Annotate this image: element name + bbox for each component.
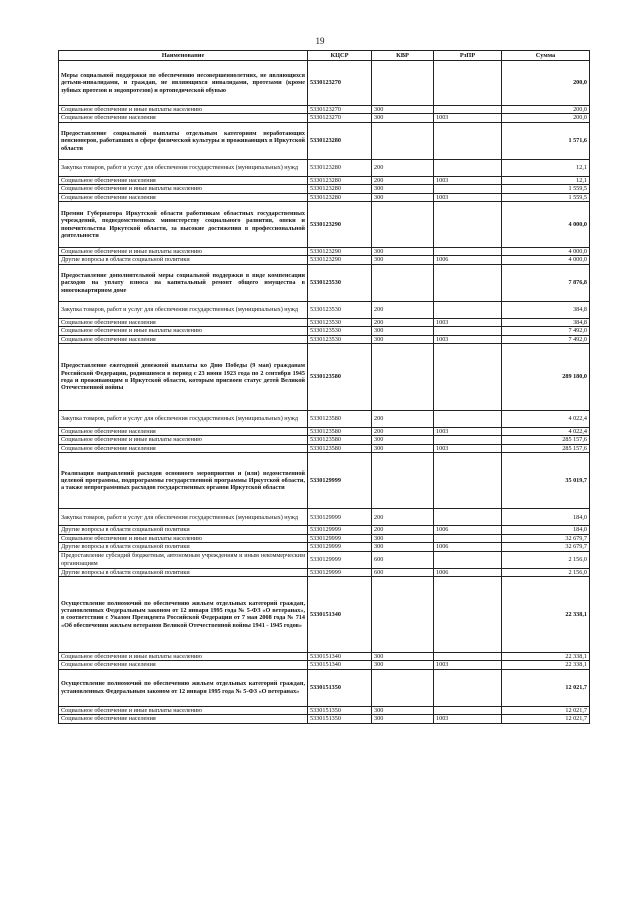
table-row <box>59 202 590 248</box>
row-rzpr-cell <box>434 264 502 301</box>
row-name-cell: Социальное обеспечение и иные выплаты населению <box>59 706 308 714</box>
row-rzpr-cell: 1003 <box>434 335 502 343</box>
row-sum-cell: 32 679,7 <box>502 534 590 542</box>
table-row <box>59 301 590 318</box>
row-sum-cell: 184,0 <box>502 526 590 534</box>
row-kvr-cell <box>372 453 434 509</box>
row-kcsr-cell: 5330123280 <box>308 122 372 159</box>
row-name-cell: Другие вопросы в области социальной политики <box>59 256 308 264</box>
row-kvr-cell: 300 <box>372 534 434 542</box>
table-body <box>59 61 590 724</box>
row-sum-cell: 4 022,4 <box>502 411 590 428</box>
row-rzpr-cell <box>434 344 502 411</box>
row-kvr-cell: 300 <box>372 193 434 201</box>
row-sum-cell: 12,1 <box>502 159 590 176</box>
row-kvr-cell <box>372 202 434 248</box>
row-sum-cell: 12,1 <box>502 176 590 184</box>
row-sum-cell: 7 492,0 <box>502 327 590 335</box>
row-rzpr-cell: 1003 <box>434 715 502 723</box>
row-rzpr-cell <box>434 185 502 193</box>
row-rzpr-cell <box>434 509 502 526</box>
row-sum-cell: 35 019,7 <box>502 453 590 509</box>
row-rzpr-cell: 1003 <box>434 661 502 669</box>
page-number: 19 <box>315 36 325 46</box>
row-kcsr-cell: 5330123530 <box>308 335 372 343</box>
row-name-cell: Закупка товаров, работ и услуг для обеспечения государственных (муниципальных) нужд <box>59 509 308 526</box>
row-kcsr-cell: 5330123580 <box>308 411 372 428</box>
row-name-cell: Премии Губернатора Иркутской области работникам областных государственных учреждений, подведомственных министерству социального развития, опеки и попечительства Иркутской области, за высокие достижения в профессиональной деятельности <box>59 202 308 248</box>
row-kcsr-cell: 5330123530 <box>308 301 372 318</box>
table-row <box>59 453 590 509</box>
row-sum-cell: 4 000,0 <box>502 256 590 264</box>
table-row <box>59 176 590 184</box>
table-row <box>59 411 590 428</box>
row-name-cell: Осуществление полномочий по обеспечению жильем отдельных категорий граждан, установленных Федеральным законом от 12 января 1995 года № 5-ФЗ «О ветеранах» <box>59 669 308 706</box>
row-sum-cell: 7 492,0 <box>502 335 590 343</box>
row-kvr-cell: 600 <box>372 551 434 568</box>
table-row <box>59 248 590 256</box>
row-kcsr-cell: 5330123290 <box>308 248 372 256</box>
row-kcsr-cell: 5330129999 <box>308 543 372 551</box>
row-name-cell: Социальное обеспечение и иные выплаты населению <box>59 106 308 114</box>
row-kcsr-cell: 5330129999 <box>308 534 372 542</box>
row-kcsr-cell: 5330123530 <box>308 327 372 335</box>
table-row <box>59 661 590 669</box>
row-sum-cell: 200,0 <box>502 114 590 122</box>
row-kcsr-cell: 5330123580 <box>308 428 372 436</box>
row-rzpr-cell <box>434 453 502 509</box>
table-row <box>59 652 590 660</box>
row-kcsr-cell: 5330151340 <box>308 661 372 669</box>
row-kcsr-cell: 5330123290 <box>308 202 372 248</box>
row-rzpr-cell <box>434 576 502 652</box>
row-kvr-cell: 300 <box>372 706 434 714</box>
row-rzpr-cell: 1006 <box>434 526 502 534</box>
table-row <box>59 114 590 122</box>
row-name-cell: Социальное обеспечение и иные выплаты населению <box>59 534 308 542</box>
row-rzpr-cell <box>434 411 502 428</box>
table-row <box>59 436 590 444</box>
row-kvr-cell: 300 <box>372 327 434 335</box>
header-kcsr: КЦСР <box>308 51 372 61</box>
row-kcsr-cell: 5330151340 <box>308 652 372 660</box>
row-kcsr-cell: 5330123580 <box>308 344 372 411</box>
row-name-cell: Социальное обеспечение населения <box>59 193 308 201</box>
row-sum-cell: 32 679,7 <box>502 543 590 551</box>
row-name-cell: Предоставление ежегодной денежной выплаты ко Дню Победы (9 мая) гражданам Российской Федерации, родившимся в период с 23 июня 1923 года по 2 сентября 1945 года и проживающим в Иркутской области, которым присвоен статус детей Великой Отечественной войны <box>59 344 308 411</box>
row-rzpr-cell <box>434 652 502 660</box>
row-rzpr-cell <box>434 551 502 568</box>
row-kvr-cell: 300 <box>372 256 434 264</box>
row-name-cell: Социальное обеспечение населения <box>59 114 308 122</box>
row-kvr-cell: 300 <box>372 335 434 343</box>
table-row <box>59 568 590 576</box>
row-sum-cell: 22 338,1 <box>502 576 590 652</box>
row-name-cell: Другие вопросы в области социальной политики <box>59 568 308 576</box>
row-kvr-cell: 200 <box>372 301 434 318</box>
row-sum-cell: 1 559,5 <box>502 185 590 193</box>
row-name-cell: Социальное обеспечение населения <box>59 318 308 326</box>
row-kvr-cell: 200 <box>372 318 434 326</box>
row-kcsr-cell: 5330151350 <box>308 669 372 706</box>
row-name-cell: Меры социальной поддержки по обеспечению несовершеннолетних, не являющихся детьми-инвалидами, и граждан, не являющихся инвалидами, протезами (кроме зубных протезов и эндопротезов) и ортопедической обувью <box>59 61 308 106</box>
row-sum-cell: 2 156,0 <box>502 551 590 568</box>
table-row <box>59 509 590 526</box>
row-rzpr-cell: 1003 <box>434 176 502 184</box>
row-sum-cell: 22 338,1 <box>502 661 590 669</box>
row-sum-cell: 12 021,7 <box>502 669 590 706</box>
row-sum-cell: 1 571,6 <box>502 122 590 159</box>
row-name-cell: Другие вопросы в области социальной политики <box>59 526 308 534</box>
header-name: Наименование <box>59 51 308 61</box>
row-kvr-cell <box>372 264 434 301</box>
header-sum: Сумма <box>502 51 590 61</box>
table-row <box>59 193 590 201</box>
row-name-cell: Закупка товаров, работ и услуг для обеспечения государственных (муниципальных) нужд <box>59 411 308 428</box>
row-rzpr-cell: 1006 <box>434 256 502 264</box>
header-rzpr: РзПР <box>434 51 502 61</box>
table-row <box>59 256 590 264</box>
row-kvr-cell: 300 <box>372 444 434 452</box>
row-kvr-cell: 200 <box>372 176 434 184</box>
row-name-cell: Предоставление дополнительной меры социальной поддержки в виде компенсации расходов на уплату взноса на капитальный ремонт общего имущества в многоквартирном доме <box>59 264 308 301</box>
table-row <box>59 318 590 326</box>
row-rzpr-cell: 1006 <box>434 568 502 576</box>
row-kcsr-cell: 5330123280 <box>308 159 372 176</box>
row-kcsr-cell: 5330123280 <box>308 193 372 201</box>
row-kcsr-cell: 5330123530 <box>308 264 372 301</box>
table-header-row <box>59 51 590 61</box>
table-row <box>59 576 590 652</box>
row-name-cell: Закупка товаров, работ и услуг для обеспечения государственных (муниципальных) нужд <box>59 301 308 318</box>
row-rzpr-cell <box>434 436 502 444</box>
row-kcsr-cell: 5330123270 <box>308 114 372 122</box>
row-sum-cell: 2 156,0 <box>502 568 590 576</box>
row-kvr-cell <box>372 122 434 159</box>
table-row <box>59 543 590 551</box>
row-sum-cell: 12 021,7 <box>502 706 590 714</box>
row-sum-cell: 184,0 <box>502 509 590 526</box>
row-name-cell: Социальное обеспечение и иные выплаты населению <box>59 185 308 193</box>
row-kvr-cell: 300 <box>372 185 434 193</box>
table-row <box>59 327 590 335</box>
row-kcsr-cell: 5330123580 <box>308 436 372 444</box>
row-name-cell: Социальное обеспечение и иные выплаты населению <box>59 652 308 660</box>
row-rzpr-cell: 1003 <box>434 444 502 452</box>
table-row <box>59 264 590 301</box>
row-kvr-cell <box>372 344 434 411</box>
row-kcsr-cell: 5330123290 <box>308 256 372 264</box>
row-rzpr-cell <box>434 669 502 706</box>
row-name-cell: Социальное обеспечение населения <box>59 176 308 184</box>
row-rzpr-cell: 1003 <box>434 193 502 201</box>
row-name-cell: Реализация направлений расходов основного мероприятия и (или) ведомственной целевой программы, подпрограммы государственной программы Иркутской области, а также непрограммных расходов государственных органов Иркутской области <box>59 453 308 509</box>
row-kcsr-cell: 5330151340 <box>308 576 372 652</box>
row-kvr-cell: 200 <box>372 159 434 176</box>
row-sum-cell: 384,8 <box>502 301 590 318</box>
row-sum-cell: 285 157,6 <box>502 436 590 444</box>
row-name-cell: Другие вопросы в области социальной политики <box>59 543 308 551</box>
row-kcsr-cell: 5330129999 <box>308 509 372 526</box>
row-sum-cell: 4 000,0 <box>502 202 590 248</box>
row-rzpr-cell: 1006 <box>434 543 502 551</box>
row-rzpr-cell <box>434 159 502 176</box>
table-row <box>59 159 590 176</box>
row-rzpr-cell: 1003 <box>434 318 502 326</box>
row-kcsr-cell: 5330129999 <box>308 453 372 509</box>
table-row <box>59 706 590 714</box>
row-rzpr-cell <box>434 706 502 714</box>
row-name-cell: Социальное обеспечение населения <box>59 335 308 343</box>
row-name-cell: Социальное обеспечение населения <box>59 444 308 452</box>
row-rzpr-cell <box>434 61 502 106</box>
header-kvr: КВР <box>372 51 434 61</box>
row-name-cell: Предоставление социальной выплаты отдельным категориям неработающих пенсионеров, работавших в сфере физической культуры и проживающих в Иркутской области <box>59 122 308 159</box>
table-row <box>59 551 590 568</box>
row-sum-cell: 22 338,1 <box>502 652 590 660</box>
row-name-cell: Социальное обеспечение и иные выплаты населению <box>59 248 308 256</box>
row-kvr-cell <box>372 61 434 106</box>
table-row <box>59 715 590 723</box>
table-row <box>59 669 590 706</box>
row-kcsr-cell: 5330129999 <box>308 551 372 568</box>
row-rzpr-cell <box>434 202 502 248</box>
row-sum-cell: 289 180,0 <box>502 344 590 411</box>
row-kvr-cell: 300 <box>372 114 434 122</box>
row-kvr-cell: 300 <box>372 248 434 256</box>
row-kvr-cell: 300 <box>372 715 434 723</box>
row-sum-cell: 200,0 <box>502 61 590 106</box>
row-kvr-cell <box>372 669 434 706</box>
row-sum-cell: 384,8 <box>502 318 590 326</box>
row-kvr-cell: 300 <box>372 652 434 660</box>
row-rzpr-cell <box>434 106 502 114</box>
row-name-cell: Социальное обеспечение населения <box>59 428 308 436</box>
row-kvr-cell: 300 <box>372 436 434 444</box>
row-kcsr-cell: 5330129999 <box>308 526 372 534</box>
row-kcsr-cell: 5330123270 <box>308 61 372 106</box>
row-sum-cell: 285 157,6 <box>502 444 590 452</box>
row-name-cell: Социальное обеспечение населения <box>59 715 308 723</box>
row-name-cell: Социальное обеспечение и иные выплаты населению <box>59 327 308 335</box>
row-sum-cell: 7 876,8 <box>502 264 590 301</box>
budget-table <box>58 50 590 724</box>
row-rzpr-cell <box>434 534 502 542</box>
row-kvr-cell: 200 <box>372 526 434 534</box>
table-row <box>59 428 590 436</box>
row-kcsr-cell: 5330151350 <box>308 715 372 723</box>
row-rzpr-cell <box>434 327 502 335</box>
row-kvr-cell: 200 <box>372 428 434 436</box>
table-row <box>59 335 590 343</box>
row-kcsr-cell: 5330151350 <box>308 706 372 714</box>
row-sum-cell: 200,0 <box>502 106 590 114</box>
row-kvr-cell: 300 <box>372 106 434 114</box>
row-rzpr-cell <box>434 301 502 318</box>
row-name-cell: Закупка товаров, работ и услуг для обеспечения государственных (муниципальных) нужд <box>59 159 308 176</box>
row-kcsr-cell: 5330129999 <box>308 568 372 576</box>
table-row <box>59 185 590 193</box>
row-sum-cell: 4 022,4 <box>502 428 590 436</box>
row-name-cell: Осуществление полномочий по обеспечению жильем отдельных категорий граждан, установленных Федеральным законом от 12 января 1995 года № 5-ФЗ «О ветеранах», в соответствии с Указом Президента Российской Федерации от 7 мая 2008 года № 714 «Об обеспечении жильем ветеранов Великой Отечественной войны 1941 - 1945 годов» <box>59 576 308 652</box>
row-kcsr-cell: 5330123280 <box>308 185 372 193</box>
row-name-cell: Социальное обеспечение и иные выплаты населению <box>59 436 308 444</box>
table-row <box>59 344 590 411</box>
row-kvr-cell: 300 <box>372 661 434 669</box>
row-kvr-cell <box>372 576 434 652</box>
row-sum-cell: 1 559,5 <box>502 193 590 201</box>
row-kcsr-cell: 5330123580 <box>308 444 372 452</box>
row-name-cell: Социальное обеспечение населения <box>59 661 308 669</box>
row-kvr-cell: 200 <box>372 411 434 428</box>
row-rzpr-cell: 1003 <box>434 114 502 122</box>
row-sum-cell: 12 021,7 <box>502 715 590 723</box>
table-row <box>59 61 590 106</box>
row-kvr-cell: 200 <box>372 509 434 526</box>
table-row <box>59 106 590 114</box>
table-row <box>59 444 590 452</box>
row-kcsr-cell: 5330123530 <box>308 318 372 326</box>
row-name-cell: Предоставление субсидий бюджетным, автономным учреждениям и иным некоммерческим организациям <box>59 551 308 568</box>
row-rzpr-cell: 1003 <box>434 428 502 436</box>
table-row <box>59 122 590 159</box>
row-rzpr-cell <box>434 122 502 159</box>
row-kvr-cell: 300 <box>372 543 434 551</box>
row-kvr-cell: 600 <box>372 568 434 576</box>
table-row <box>59 534 590 542</box>
row-kcsr-cell: 5330123270 <box>308 106 372 114</box>
row-kcsr-cell: 5330123280 <box>308 176 372 184</box>
row-rzpr-cell <box>434 248 502 256</box>
row-sum-cell: 4 000,0 <box>502 248 590 256</box>
table-row <box>59 526 590 534</box>
